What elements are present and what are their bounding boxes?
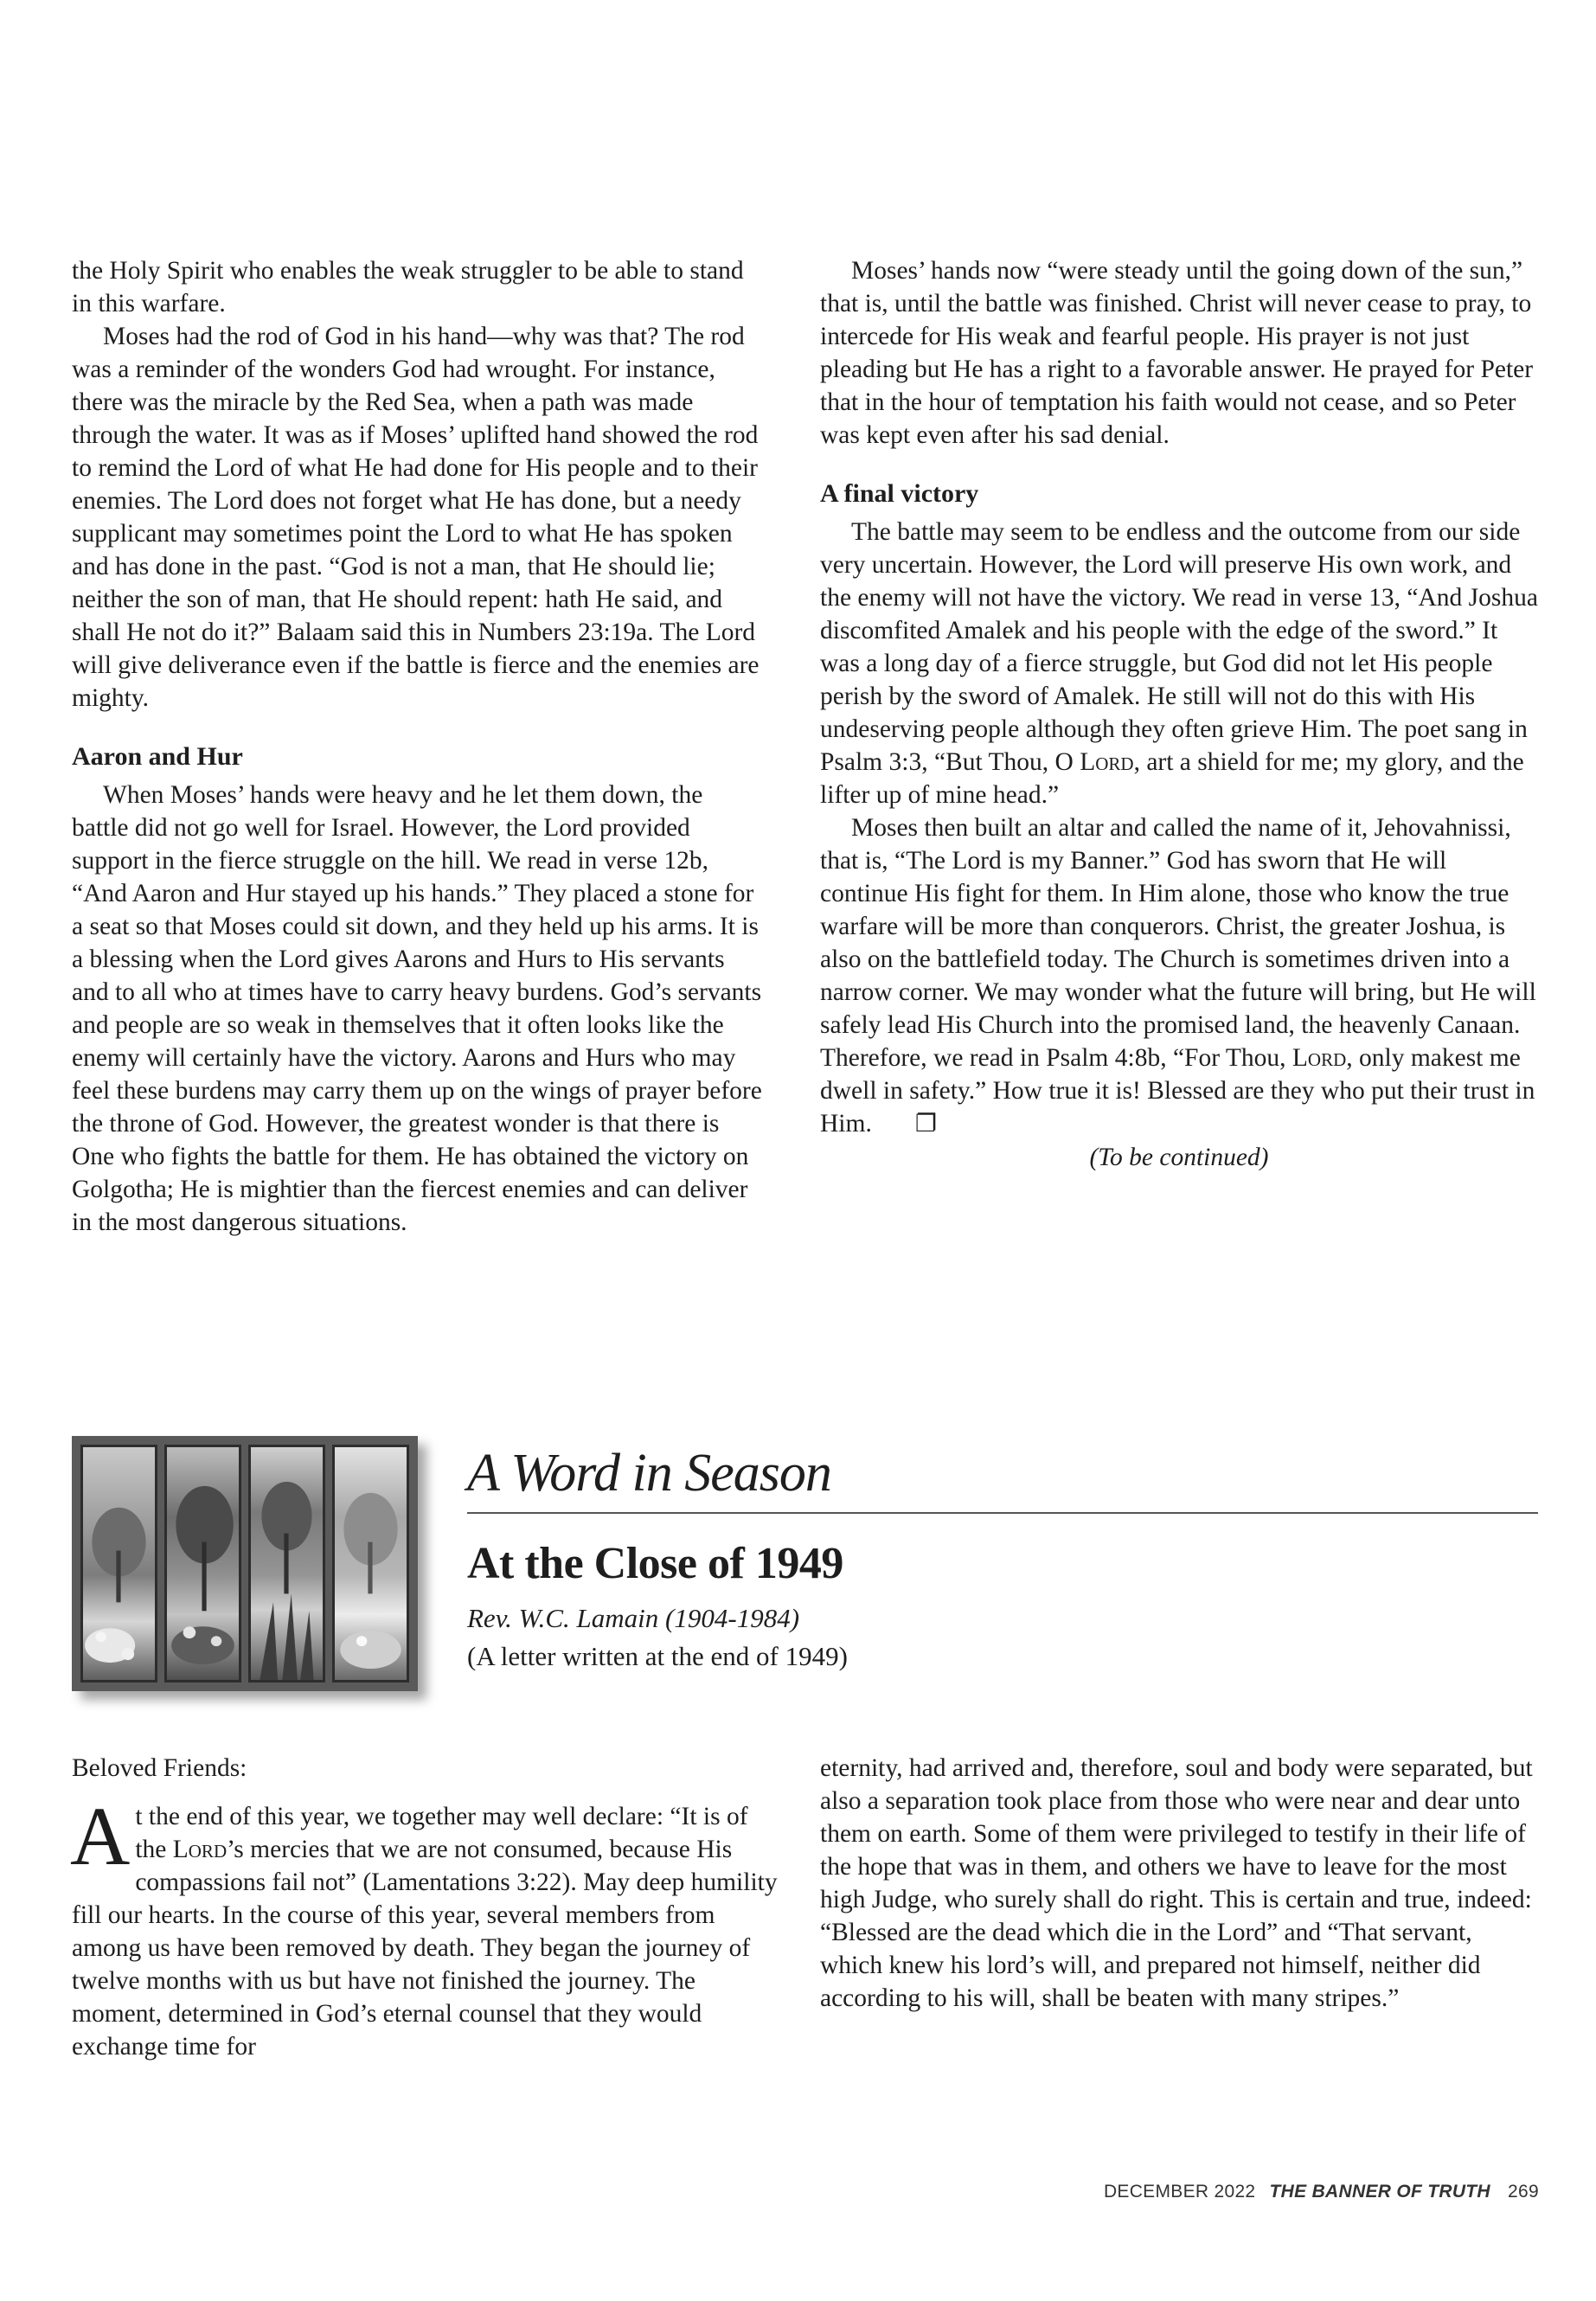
paragraph: At the end of this year, we together may well declare: “It is of the Lord’s mercies that we are not consumed, because His compassions fail not” (Lamentations 3:22). May deep humility fill our hearts. In the course of this year, several members from among us have been removed by death. They began the journey of twelve months with us but have not finished the journey. The moment, determined in God’s eternal counsel that they would exchange time for	[70, 1790, 778, 2061]
bottom-right-column	[820, 1752, 1538, 2015]
divider	[467, 1512, 1538, 1514]
end-of-article-icon: ❐	[914, 1111, 937, 1138]
bottom-left-column	[72, 1752, 781, 2063]
painting-panel	[332, 1445, 409, 1682]
article-author: Rev. W.C. Lamain (1904-1984)	[467, 1603, 800, 1633]
paragraph: When Moses’ hands were heavy and he let them down, the battle did not go well for Israel. However, the Lord provided support in the fierce struggle on the hill. We read in verse 12b, “And Aaron and Hur stayed up his hands.” They placed a stone for a seat so that Moses could sit down, and they held up his arms. It is a blessing when the Lord gives Aarons and Hurs to His servants and to all who at times have to carry heavy burdens. God’s servants and people are so weak in themselves that it often looks like the enemy will certainly have the victory. Aarons and Hurs who may feel these burdens may carry them up on the wings of prayer before the throne of God. However, the greatest wonder is that there is One who fights the battle for them. He has obtained the victory on Golgotha; He is mightier than the fiercest enemies and can deliver in the most dangerous situations.	[72, 781, 762, 1236]
salutation: Beloved Friends:	[72, 1754, 247, 1782]
issue-date: DECEMBER 2022	[1103, 2182, 1256, 2202]
article-note: (A letter written at the end of 1949)	[467, 1641, 848, 1671]
paragraph: Moses had the rod of God in his hand—why was that? The rod was a reminder of the wonders God had wrought. For instance, there was the miracle by the Red Sea, when a path was made through the water. It was as if Moses’ uplifted hand showed the rod to remind the Lord of what He had done for His people and to their enemies. The Lord does not forget what He has done, but a needy supplicant may sometimes point the Lord to what He has spoken and has done in the past. “God is not a man, that He should lie; neither the son of man, that He should repent: hath He said, and shall He not do it?” Balaam said this in Numbers 23:19a. The Lord will give deliverance even if the battle is fierce and the enemies are mighty.	[72, 323, 760, 712]
continued-note: (To be continued)	[1089, 1144, 1269, 1171]
top-left-column	[72, 254, 764, 1239]
page-footer	[1104, 2182, 1539, 2202]
paragraph: Moses’ hands now “were steady until the going down of the sun,” that is, until the battle was finished. Christ will never cease to pray, to intercede for His weak and fearful people. His prayer is not just pleading but He has a right to a favorable answer. He prayed for Peter that in the hour of temptation his faith would not cease, and so Peter was kept even after his sad denial.	[820, 257, 1534, 449]
drop-cap: A	[70, 1790, 131, 1882]
section-title: A Word in Season	[467, 1444, 831, 1503]
paragraph: the Holy Spirit who enables the weak struggler to be able to stand in this warfare.	[72, 257, 744, 317]
top-right-column	[820, 254, 1538, 1174]
painting-panel	[164, 1445, 241, 1682]
painting-panel	[80, 1445, 157, 1682]
paragraph: Moses then built an altar and called the name of it, Jehovahnissi, that is, “The Lord is my Banner.” God has sworn that He will continue His fight for them. In Him alone, those who know the true warfare will be more than conquerors. Christ, the greater Joshua, is also on the battlefield today. The Church is sometimes driven into a narrow corner. We may wonder what the future will bring, but He will safely lead His Church into the promised land, the heavenly Canaan. Therefore, we read in Psalm 4:8b, “For Thou, Lord, only makest me dwell in safety.” How true it is! Blessed are they who put their trust in Him. ❐	[820, 811, 1538, 1141]
subheading-aaron-and-hur: Aaron and Hur	[72, 742, 243, 771]
painting-panel	[248, 1445, 325, 1682]
subheading-final-victory: A final victory	[820, 479, 979, 508]
article-title: At the Close of 1949	[467, 1539, 843, 1588]
paragraph: The battle may seem to be endless and the outcome from our side very uncertain. However, the Lord will preserve His own work, and the enemy will not have the victory. We read in verse 13, “And Joshua discomfited Amalek and his people with the edge of the sword.” It was a long day of a fierce struggle, but God did not let His people perish by the sword of Amalek. He still will not do this with His undeserving people although they often grieve Him. The poet sang in Psalm 3:3, “But Thou, O Lord, art a shield for me; my glory, and the lifter up of mine head.”	[820, 518, 1538, 809]
painting-image	[72, 1436, 418, 1691]
magazine-name: THE BANNER OF TRUTH	[1269, 2182, 1490, 2202]
page-number: 269	[1508, 2182, 1539, 2202]
paragraph: eternity, had arrived and, therefore, soul and body were separated, but also a separation took place from those who were near and dear unto them on earth. Some of them were privileged to testify in their life of the hope that was in them, and others we have to leave for the most high Judge, who surely shall do right. This is certain and true, indeed: “Blessed are the dead which die in the Lord” and “That servant, which knew his lord’s will, and prepared not himself, neither did according to his will, shall be beaten with many stripes.”	[820, 1754, 1533, 2012]
